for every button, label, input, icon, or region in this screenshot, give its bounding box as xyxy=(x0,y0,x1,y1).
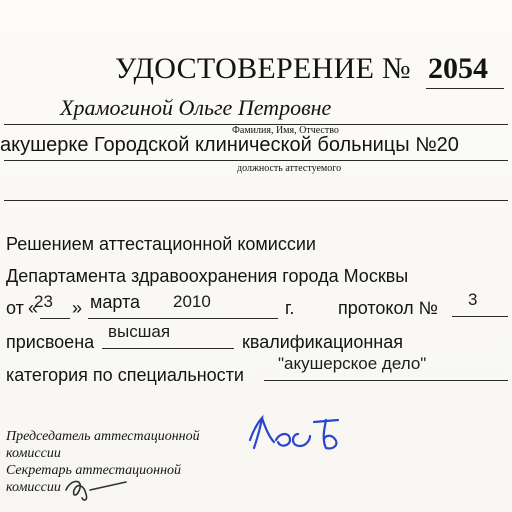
position-caption: должность аттестуемого xyxy=(237,163,342,174)
qualification-label: квалификационная xyxy=(242,332,403,352)
blank-underline xyxy=(4,200,508,201)
specialty-underline xyxy=(264,380,508,381)
secretary-caption-2: комиссии xyxy=(6,480,61,495)
secretary-caption-1: Секретарь аттестационной xyxy=(6,463,182,478)
close-quote: » xyxy=(72,298,83,318)
chairman-caption-1: Председатель аттестационной xyxy=(6,429,200,444)
day-underline xyxy=(40,318,70,319)
decision-line-2: Департамента здравоохранения города Москвы xyxy=(6,266,409,286)
category-underline xyxy=(102,348,234,349)
position-underline xyxy=(4,160,508,161)
recipient-position: акушерке Городской клинической больницы №20 xyxy=(0,134,459,156)
open-quote: « xyxy=(28,298,39,318)
chairman-signature xyxy=(240,410,350,460)
date-day: 23 xyxy=(34,292,53,311)
protocol-label: протокол № xyxy=(338,298,438,318)
protocol-underline xyxy=(452,316,508,317)
certificate-number: 2054 xyxy=(428,52,488,85)
specialty-label: категория по специальности xyxy=(6,365,244,385)
assigned-label: присвоена xyxy=(6,332,95,352)
month-underline xyxy=(88,318,278,319)
from-label: от xyxy=(6,298,24,318)
number-underline xyxy=(426,88,504,89)
category-value: высшая xyxy=(108,322,171,341)
protocol-number: 3 xyxy=(468,290,478,309)
date-month: марта xyxy=(90,292,141,312)
specialty-value: "акушерское дело" xyxy=(278,354,427,373)
certificate-title: УДОСТОВЕРЕНИЕ № xyxy=(115,52,411,85)
date-year: 2010 xyxy=(173,292,211,311)
year-suffix: г. xyxy=(285,298,295,318)
secretary-signature xyxy=(60,470,140,504)
recipient-name: Храмогиной Ольге Петровне xyxy=(60,95,332,120)
decision-line-1: Решением аттестационной комиссии xyxy=(6,234,316,254)
chairman-caption-2: комиссии xyxy=(6,446,61,461)
name-caption: Фамилия, Имя, Отчество xyxy=(232,125,339,136)
